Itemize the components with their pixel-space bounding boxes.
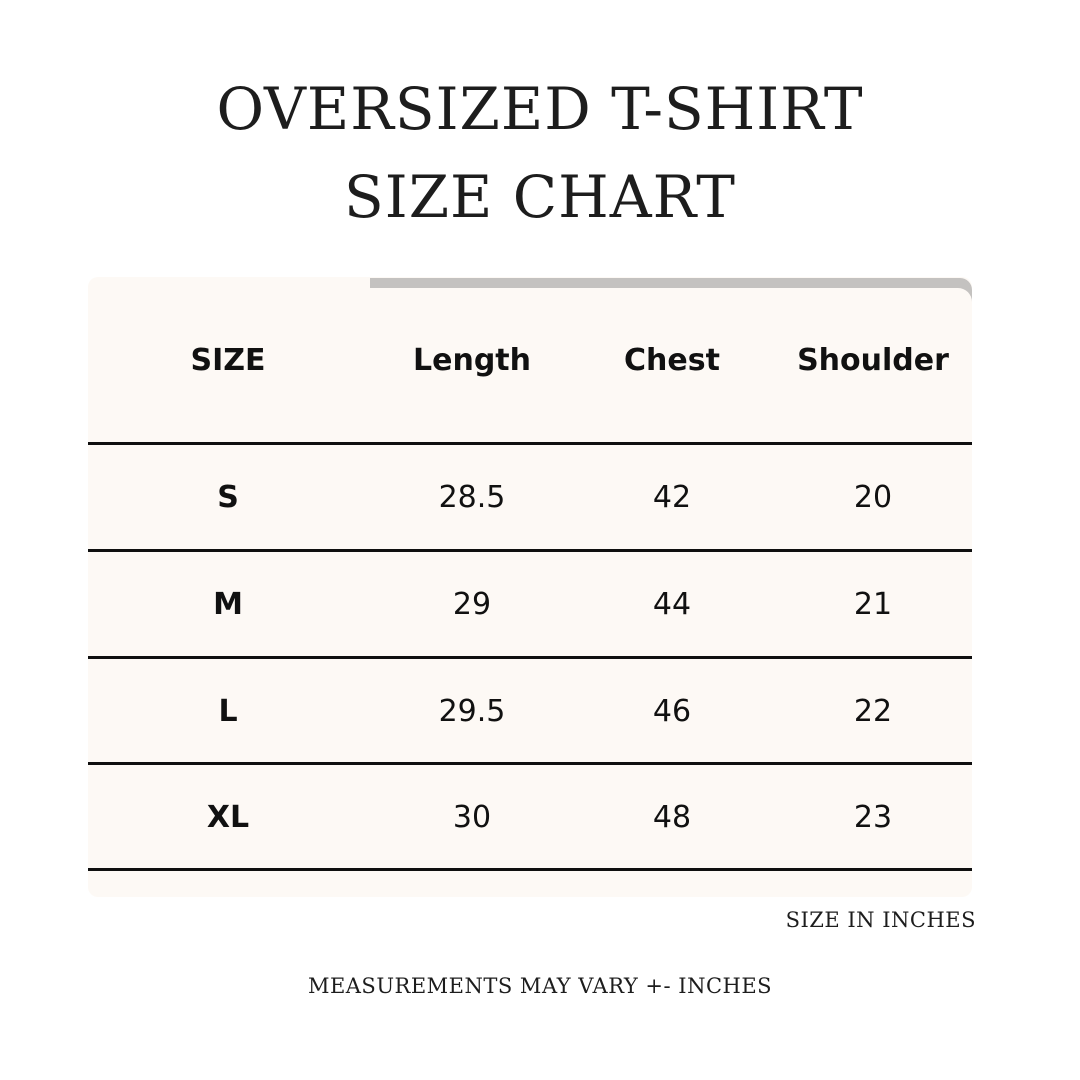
length-cell: 28.5 — [438, 480, 506, 515]
table-row — [88, 659, 972, 764]
size-cell: XL — [206, 800, 250, 835]
size-cell: S — [217, 480, 239, 515]
shoulder-cell: 22 — [853, 694, 893, 729]
page-title: OVERSIZED T-SHIRT — [216, 75, 864, 143]
header-chest: Chest — [624, 342, 720, 378]
chest-cell: 48 — [652, 800, 692, 835]
header-size: SIZE — [190, 342, 266, 378]
chest-cell: 44 — [652, 587, 692, 622]
chest-cell: 46 — [652, 694, 692, 729]
shoulder-cell: 21 — [853, 587, 893, 622]
shoulder-cell: 23 — [853, 800, 893, 835]
table-divider — [88, 868, 972, 871]
chest-cell: 42 — [652, 480, 692, 515]
length-cell: 30 — [452, 800, 492, 835]
length-cell: 29 — [452, 587, 492, 622]
table-header-row — [88, 300, 972, 420]
page-subtitle: SIZE CHART — [344, 163, 736, 231]
header-shoulder: Shoulder — [797, 342, 949, 378]
table-row — [88, 552, 972, 657]
table-row — [88, 445, 972, 550]
shoulder-cell: 20 — [853, 480, 893, 515]
length-cell: 29.5 — [438, 694, 506, 729]
table-row — [88, 765, 972, 870]
size-cell: M — [213, 587, 243, 622]
size-cell: L — [218, 694, 238, 729]
header-length: Length — [413, 342, 531, 378]
units-note: SIZE IN INCHES — [785, 908, 976, 932]
variance-note: MEASUREMENTS MAY VARY +- INCHES — [307, 974, 773, 998]
